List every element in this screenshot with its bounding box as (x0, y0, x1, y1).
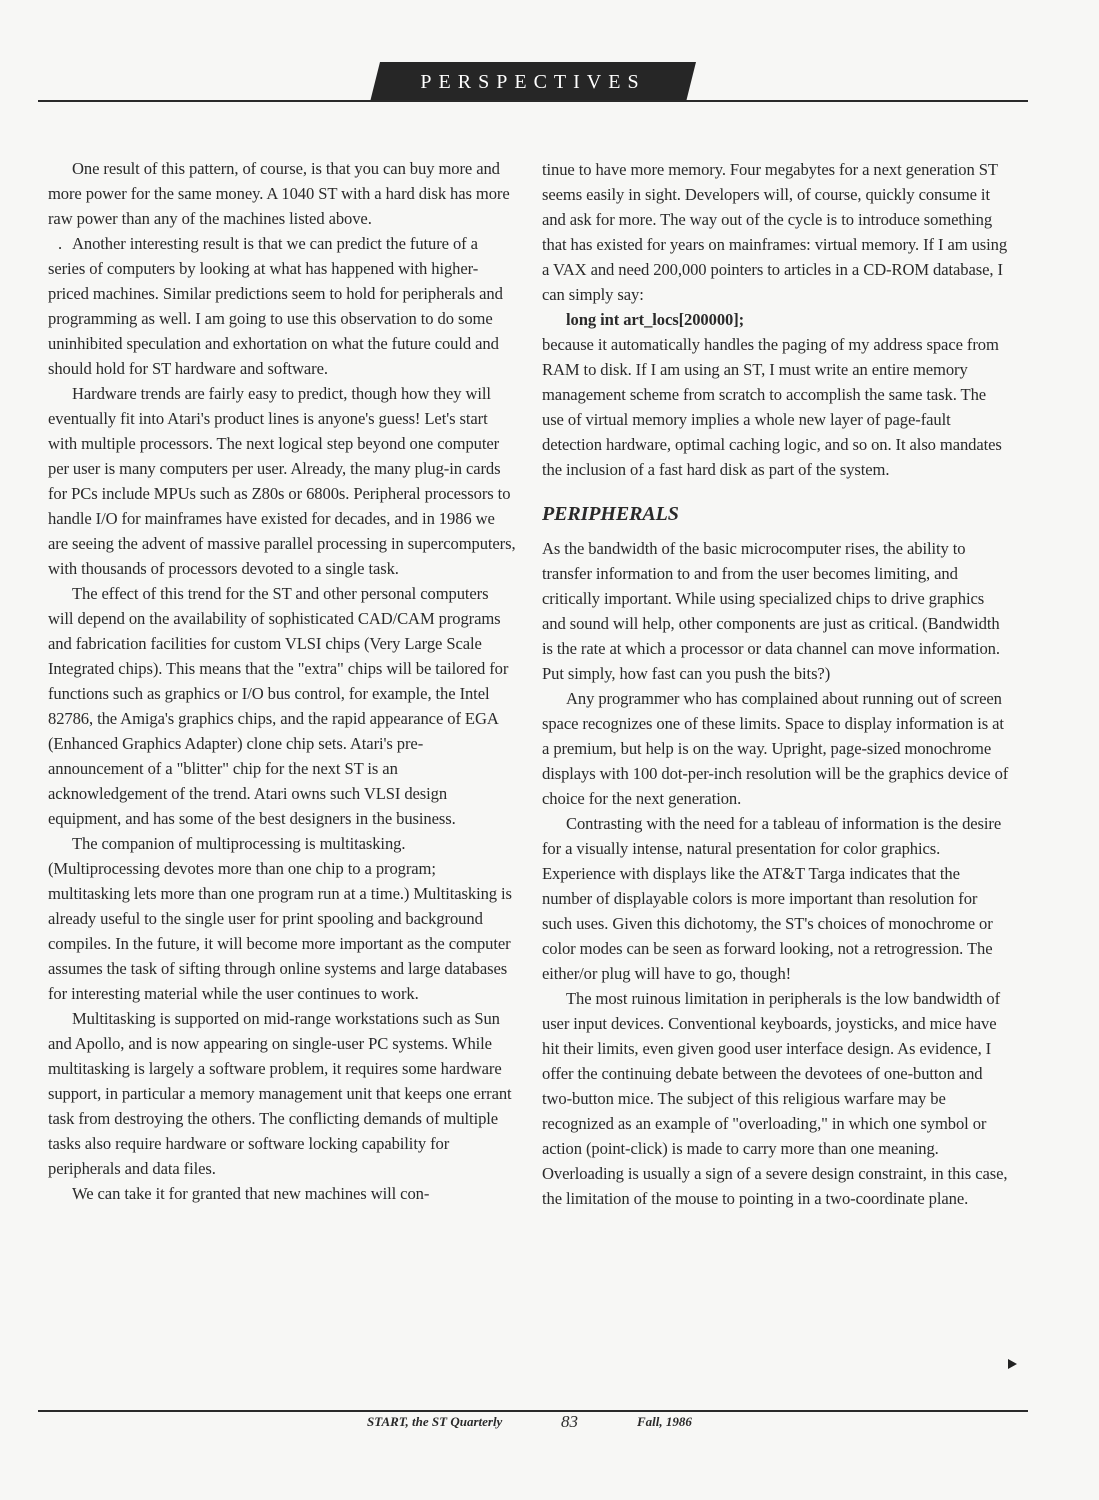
paragraph: The most ruinous limitation in peripherals is the low bandwidth of user input devices. Conventional keyboards, joysticks, and mice have hit their limits, even given good user interface design. As evidence, I offer the continuing debate between the devotees of one-button and two-button mice. The subject of this religious warfare may be recognized as an example of "overloading," in which one symbol or action (point-click) is made to carry more than one meaning. Overloading is usually a sign of a severe design constraint, in this case, the limitation of the mouse to pointing in a two-coordinate plane. (542, 989, 1008, 1208)
publication-name: START, the ST Quarterly (367, 1414, 503, 1429)
stray-mark: . (58, 234, 63, 253)
right-column (542, 157, 1010, 1211)
paragraph: Hardware trends are fairly easy to predict, though how they will eventually fit into Atari's product lines is anyone's guess! Let's start with multiple processors. The next logical step beyond one computer per user is many computers per user. Already, the many plug-in cards for PCs include MPUs such as Z80s or 6800s. Peripheral processors to handle I/O for mainframes have existed for decades, and in 1986 we are seeing the advent of massive parallel processing in supercomputers, with thousands of processors devoted to a single task. (48, 384, 516, 578)
header-rule (38, 100, 1028, 102)
paragraph-text: Another interesting result is that we can predict the future of a series of computers by looking at what has happened with higher-priced machines. Similar predictions seem to hold for peripherals and programming as well. I am going to use this observation to do some uninhibited speculation and exhortation on what the future could and should hold for ST hardware and software. (48, 234, 503, 378)
section-heading: PERIPHERALS (542, 503, 679, 525)
paragraph: Contrasting with the need for a tableau of information is the desire for a visually intense, natural presentation for color graphics. Experience with displays like the AT&T Targa indicates that the number of displayable colors is more important than resolution for such uses. Given this dichotomy, the ST's choices of monochrome or color modes can be seen as forward looking, not a retrogression. The either/or plug will have to go, though! (542, 814, 1002, 983)
code-line: long int art_locs[200000]; (566, 310, 745, 329)
paragraph: We can take it for granted that new machines will con- (72, 1184, 430, 1203)
paragraph (48, 231, 516, 381)
footer-rule (38, 1410, 1028, 1412)
paragraph: The companion of multiprocessing is multitasking. (Multiprocessing devotes more than one chip to a program; multitasking lets more than one program run at a time.) Multitasking is already useful to the single user for print spooling and background compiles. In the future, it will become more important as the computer assumes the task of sifting through online systems and large databases for interesting material while the user continues to work. (48, 834, 512, 1003)
paragraph: As the bandwidth of the basic microcomputer rises, the ability to transfer information to and from the user becomes limiting, and critically important. While using specialized chips to drive graphics and sound will help, other components are just as critical. (Bandwidth is the rate at which a processor or data channel can move information. Put simply, how fast can you push the bits?) (542, 539, 1000, 683)
left-column (48, 156, 516, 1206)
paragraph: The effect of this trend for the ST and other personal computers will depend on the availability of sophisticated CAD/CAM programs and fabrication facilities for custom VLSI chips (Very Large Scale Integrated chips). This means that the "extra" chips will be tailored for functions such as graphics or I/O bus control, for example, the Intel 82786, the Amiga's graphics chips, and the rapid appearance of EGA (Enhanced Graphics Adapter) clone chip sets. Atari's pre-announcement of a "blitter" chip for the next ST is an acknowledgement of the trend. Atari owns such VLSI design equipment, and has some of the best designers in the business. (48, 584, 509, 828)
paragraph: One result of this pattern, of course, is that you can buy more and more power for the same money. A 1040 ST with a hard disk has more raw power than any of the machines listed above. (48, 159, 510, 228)
paragraph: Any programmer who has complained about running out of screen space recognizes one of these limits. Space to display information is at a premium, but help is on the way. Upright, page-sized monochrome displays with 100 dot-per-inch resolution will be the graphics device of choice for the next generation. (542, 689, 1009, 808)
paragraph: Multitasking is supported on mid-range workstations such as Sun and Apollo, and is now appearing on single-user PC systems. While multitasking is largely a software problem, it requires some hardware support, in particular a memory management unit that keeps one errant task from destroying the others. The conflicting demands of multiple tasks also require hardware or software locking capability for peripherals and data files. (48, 1009, 512, 1178)
paragraph: because it automatically handles the paging of my address space from RAM to disk. If I am using an ST, I must write an entire memory management scheme from scratch to accomplish the same task. The use of virtual memory implies a whole new layer of page-fault detection hardware, optimal caching logic, and so on. It also mandates the inclusion of a fast hard disk as part of the system. (542, 335, 1002, 479)
paragraph: tinue to have more memory. Four megabytes for a next generation ST seems easily in sight. Developers will, of course, quickly consume it and ask for more. The way out of the cycle is to introduce something that has existed for years on mainframes: virtual memory. If I am using a VAX and need 200,000 pointers to articles in a CD-ROM database, I can simply say: (542, 160, 1008, 304)
page-number: 83 (561, 1412, 578, 1431)
section-title: PERSPECTIVES (420, 71, 646, 93)
continued-arrow-icon (1008, 1359, 1017, 1369)
issue-date: Fall, 1986 (637, 1414, 692, 1429)
